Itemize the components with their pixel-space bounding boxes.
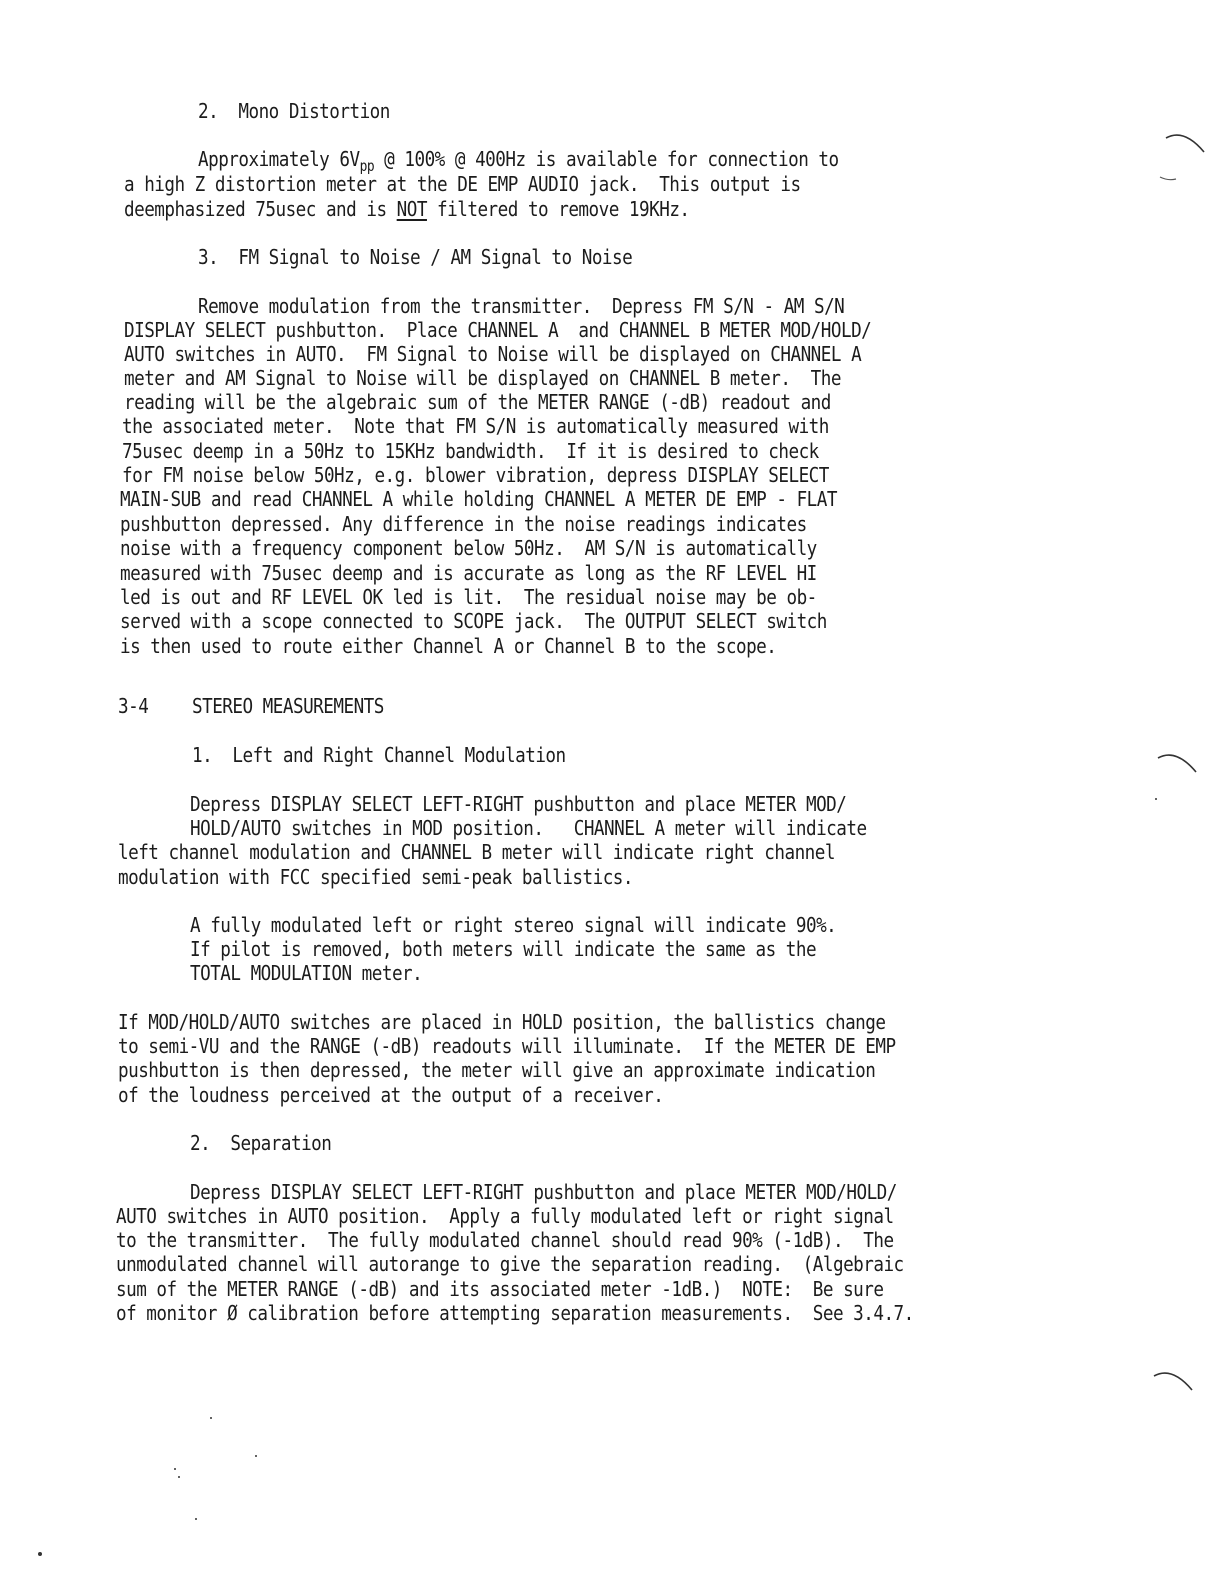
binder-hole-arc bbox=[1156, 748, 1200, 776]
noise-line: reading will be the algebraic sum of the METER RANGE (-dB) readout and bbox=[124, 390, 831, 414]
mono-distortion-heading: 2. Mono Distortion bbox=[198, 99, 390, 123]
mono-distortion-line-1-post: @ 100% @ 400Hz is available for connection to bbox=[374, 147, 839, 171]
noise-heading: 3. FM Signal to Noise / AM Signal to Noise bbox=[198, 245, 633, 269]
noise-line: served with a scope connected to SCOPE jack. The OUTPUT SELECT switch bbox=[120, 609, 827, 633]
noise-line: AUTO switches in AUTO. FM Signal to Noise will be displayed on CHANNEL A bbox=[124, 342, 862, 366]
noise-line: DISPLAY SELECT pushbutton. Place CHANNEL A and CHANNEL B METER MOD/HOLD/ bbox=[124, 318, 872, 342]
noise-line: is then used to route either Channel A or Channel B to the scope. bbox=[120, 634, 777, 658]
mono-distortion-line-3 bbox=[124, 197, 690, 221]
lr-line: left channel modulation and CHANNEL B meter will indicate right channel bbox=[118, 840, 835, 864]
lr-line: Depress DISPLAY SELECT LEFT-RIGHT pushbutton and place METER MOD/ bbox=[190, 792, 847, 816]
mono-distortion-line-1-pre: Approximately 6V bbox=[198, 147, 360, 171]
section-number: 3-4 bbox=[118, 694, 149, 718]
separation-line: sum of the METER RANGE (-dB) and its associated meter -1dB.) NOTE: Be sure bbox=[116, 1277, 884, 1301]
scan-mark bbox=[1158, 174, 1178, 184]
noise-line: pushbutton depressed. Any difference in the noise readings indicates bbox=[120, 512, 807, 536]
speck bbox=[210, 1417, 212, 1419]
lr-line: A fully modulated left or right stereo signal will indicate 90%. bbox=[190, 913, 837, 937]
mono-distortion-line-3-pre: deemphasized 75usec and is bbox=[124, 197, 397, 221]
mono-distortion-line-3-post: filtered to remove 19KHz. bbox=[426, 197, 690, 221]
speck bbox=[195, 1518, 197, 1520]
separation-line: AUTO switches in AUTO position. Apply a fully modulated left or right signal bbox=[116, 1204, 894, 1228]
separation-heading: 2. Separation bbox=[190, 1131, 332, 1155]
noise-line: noise with a frequency component below 50Hz. AM S/N is automatically bbox=[120, 536, 817, 560]
speck bbox=[178, 1476, 180, 1478]
noise-line: meter and AM Signal to Noise will be displayed on CHANNEL B meter. The bbox=[124, 366, 841, 390]
separation-line: unmodulated channel will autorange to give the separation reading. (Algebraic bbox=[116, 1252, 904, 1276]
speck bbox=[255, 1455, 257, 1457]
binder-hole-arc bbox=[1164, 128, 1208, 156]
noise-line: Remove modulation from the transmitter. Depress FM S/N - AM S/N bbox=[198, 294, 845, 318]
noise-line: the associated meter. Note that FM S/N is automatically measured with bbox=[122, 414, 829, 438]
lr-line: pushbutton is then depressed, the meter will give an approximate indication bbox=[118, 1058, 876, 1082]
lr-modulation-heading: 1. Left and Right Channel Modulation bbox=[192, 743, 566, 767]
lr-line: modulation with FCC specified semi-peak ballistics. bbox=[118, 865, 634, 889]
noise-line: 75usec deemp in a 50Hz to 15KHz bandwidth. If it is desired to check bbox=[122, 439, 819, 463]
noise-line: for FM noise below 50Hz, e.g. blower vibration, depress DISPLAY SELECT bbox=[122, 463, 829, 487]
separation-line: Depress DISPLAY SELECT LEFT-RIGHT pushbutton and place METER MOD/HOLD/ bbox=[190, 1180, 897, 1204]
binder-hole-arc bbox=[1152, 1366, 1196, 1394]
separation-line: of monitor Ø calibration before attempting separation measurements. See 3.4.7. bbox=[116, 1301, 914, 1325]
speck bbox=[1155, 798, 1157, 800]
lr-line: HOLD/AUTO switches in MOD position. CHANNEL A meter will indicate bbox=[190, 816, 867, 840]
noise-line: measured with 75usec deemp and is accurate as long as the RF LEVEL HI bbox=[120, 561, 817, 585]
speck bbox=[38, 1552, 42, 1556]
noise-line: MAIN-SUB and read CHANNEL A while holding CHANNEL A METER DE EMP - FLAT bbox=[120, 487, 837, 511]
lr-line: of the loudness perceived at the output of a receiver. bbox=[118, 1083, 664, 1107]
lr-line: to semi-VU and the RANGE (-dB) readouts will illuminate. If the METER DE EMP bbox=[118, 1034, 896, 1058]
speck bbox=[174, 1468, 176, 1470]
section-title: STEREO MEASUREMENTS bbox=[192, 694, 384, 718]
separation-line: to the transmitter. The fully modulated channel should read 90% (-1dB). The bbox=[116, 1228, 894, 1252]
lr-line: If MOD/HOLD/AUTO switches are placed in HOLD position, the ballistics change bbox=[118, 1010, 886, 1034]
lr-line: TOTAL MODULATION meter. bbox=[190, 961, 423, 985]
not-emphasis: NOT bbox=[396, 197, 427, 221]
vpp-subscript: pp bbox=[359, 157, 375, 175]
lr-line: If pilot is removed, both meters will indicate the same as the bbox=[190, 937, 817, 961]
noise-line: led is out and RF LEVEL OK led is lit. The residual noise may be ob- bbox=[120, 585, 817, 609]
mono-distortion-line-2: a high Z distortion meter at the DE EMP AUDIO jack. This output is bbox=[124, 172, 801, 196]
